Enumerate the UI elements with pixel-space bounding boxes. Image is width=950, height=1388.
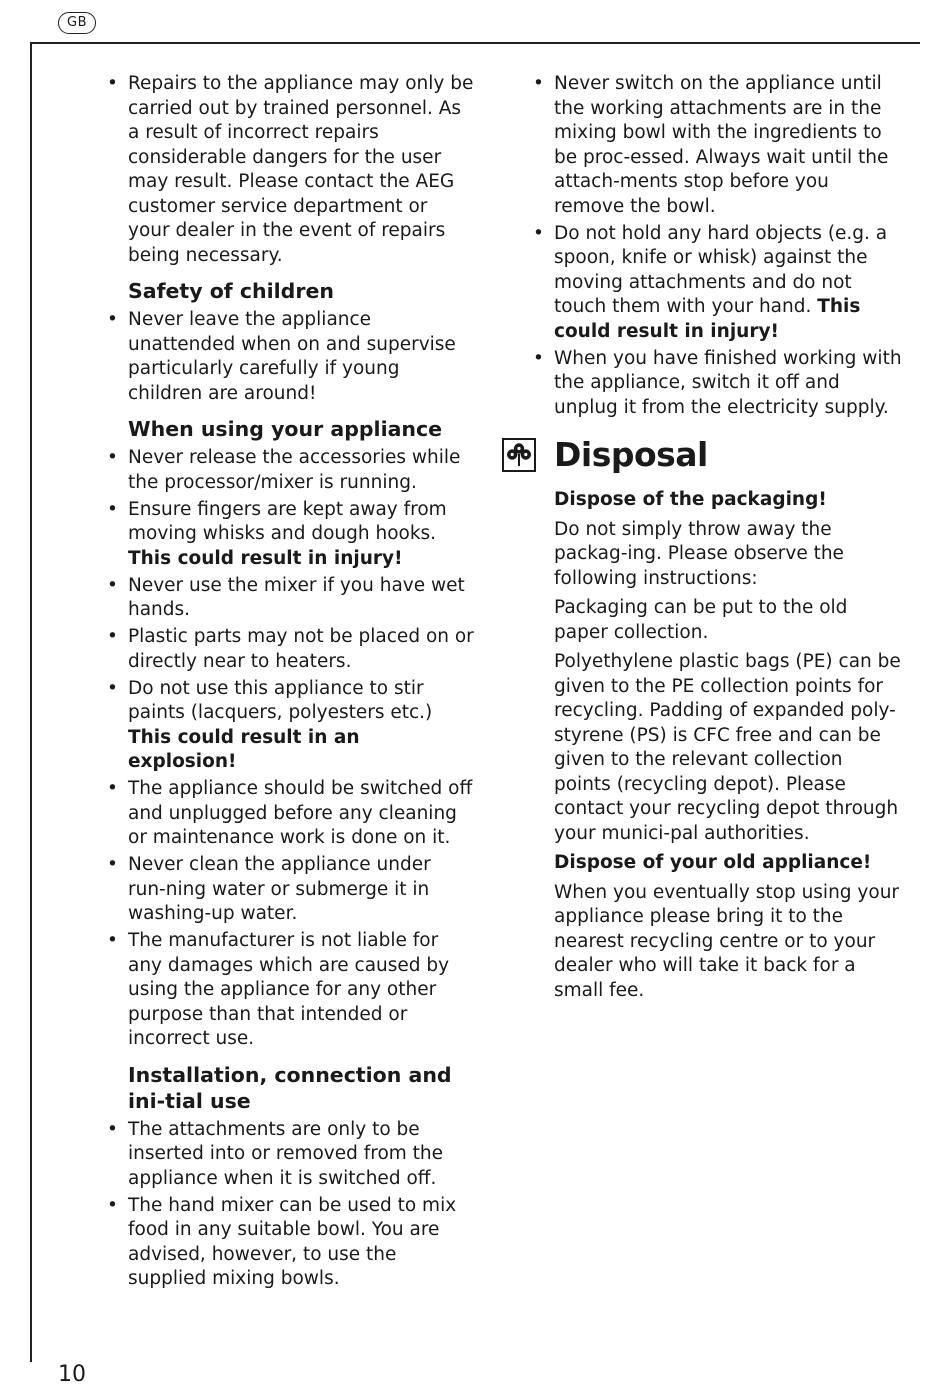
page-number: 10	[58, 1362, 86, 1387]
packaging-heading: Dispose of the packaging!	[554, 489, 827, 510]
language-badge: GB	[58, 12, 96, 34]
old-appliance-paragraph: When you eventually stop using your appliance please bring it to the nearest recycling centre or to your dealer who will take it back for a small fee.	[554, 881, 900, 1001]
intro-list	[104, 72, 474, 268]
list-item: • The manufacturer is not liable for any damages which are caused by using the appliance for any other purpose than that intended or incorrect use.	[104, 929, 474, 1052]
installation-list	[104, 1118, 474, 1292]
packaging-paragraph: Do not simply throw away the packag-ing. Please observe the following instructions:	[554, 518, 844, 589]
list-item: • Repairs to the appliance may only be carried out by trained personnel. As a result of incorrect repairs considerable dangers for the user may result. Please contact the AEG customer service department or your dealer in the event of repairs being necessary.	[104, 72, 474, 268]
list-item: • Plastic parts may not be placed on or directly near to heaters.	[104, 625, 474, 674]
disposal-title: Disposal	[554, 435, 708, 474]
safety-children-heading: Safety of children	[128, 279, 334, 303]
when-using-list	[104, 446, 474, 1052]
disposal-title-row	[530, 434, 905, 478]
old-appliance-heading: Dispose of your old appliance!	[554, 852, 872, 873]
list-item: • Do not hold any hard objects (e.g. a spoon, knife or whisk) against the moving attachments and do not touch them with your hand. This could result in injury!	[530, 222, 905, 345]
right-list	[530, 72, 905, 420]
left-column	[104, 72, 474, 1294]
right-column	[530, 72, 905, 1008]
packaging-paragraph: Polyethylene plastic bags (PE) can be given to the PE collection points for recycling. Padding of expanded poly-styrene (PS) is CFC free and can be given to the relevant collection points (recycling depot). Please contact your recycling depot through your munici-pal authorities.	[554, 651, 901, 844]
installation-heading: Installation, connection and ini-tial use	[128, 1062, 452, 1113]
list-item: • Never leave the appliance unattended when on and supervise particularly carefully if young children are around!	[104, 308, 474, 406]
clover-icon	[502, 438, 536, 472]
list-item: • Never release the accessories while the processor/mixer is running.	[104, 446, 474, 495]
list-item: • Never switch on the appliance until the working attachments are in the mixing bowl with the ingredients to be proc-essed. Always wait until the attach-ments stop before you remove the bowl.	[530, 72, 905, 219]
safety-children-list	[104, 308, 474, 406]
when-using-heading: When using your appliance	[128, 417, 443, 441]
list-item: • Ensure fingers are kept away from moving whisks and dough hooks. This could result in injury!	[104, 498, 474, 572]
list-item: • When you have finished working with the appliance, switch it off and unplug it from the electricity supply.	[530, 347, 905, 421]
list-item: • The hand mixer can be used to mix food in any suitable bowl. You are advised, however, to use the supplied mixing bowls.	[104, 1194, 474, 1292]
list-item: • Do not use this appliance to stir paints (lacquers, polyesters etc.) This could result in an explosion!	[104, 677, 474, 775]
packaging-paragraph: Packaging can be put to the old paper collection.	[554, 597, 848, 643]
list-item: • Never use the mixer if you have wet hands.	[104, 574, 474, 623]
left-divider	[30, 42, 32, 1362]
list-item: • Never clean the appliance under run-ning water or submerge it in washing-up water.	[104, 853, 474, 927]
list-item: • The appliance should be switched off and unplugged before any cleaning or maintenance work is done on it.	[104, 777, 474, 851]
list-item: • The attachments are only to be inserted into or removed from the appliance when it is switched off.	[104, 1118, 474, 1192]
top-divider	[30, 42, 920, 44]
